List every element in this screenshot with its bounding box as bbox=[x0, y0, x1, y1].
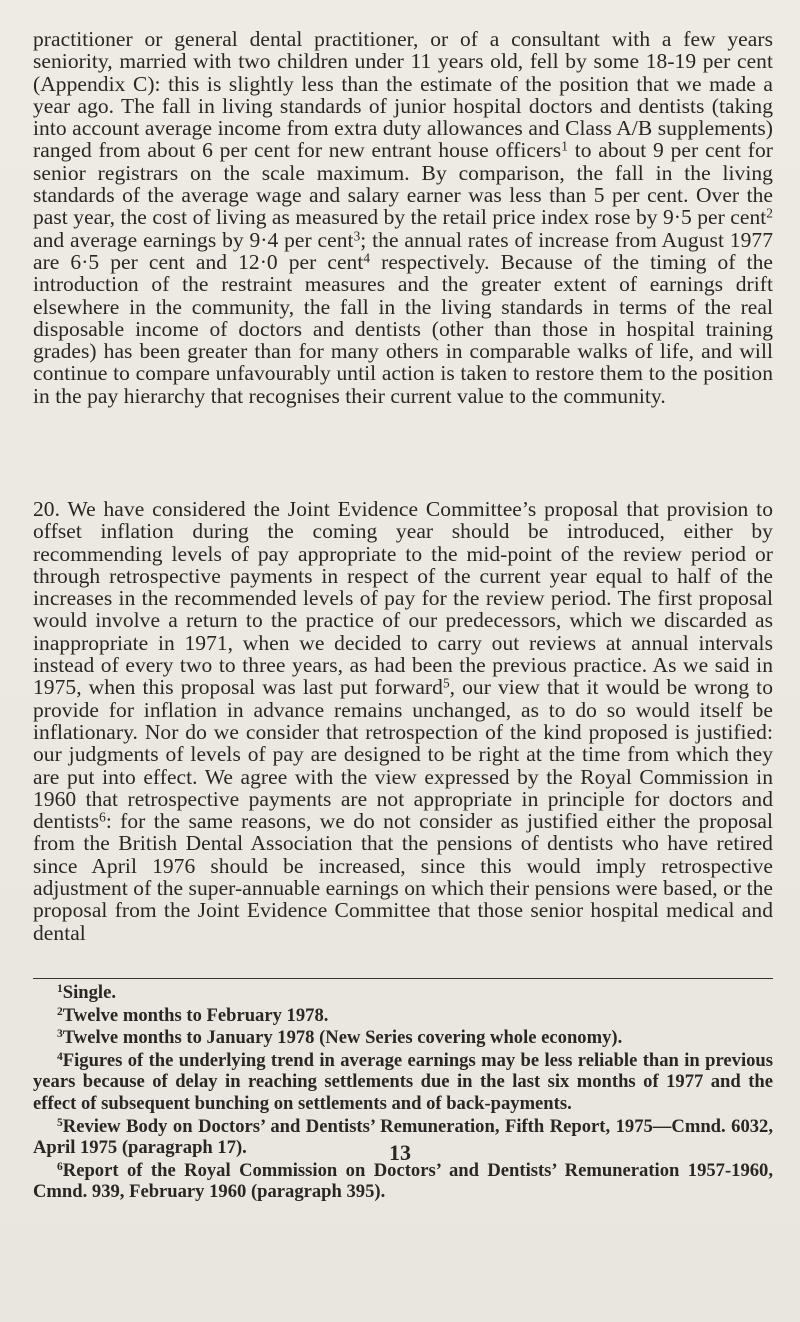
footnote-item bbox=[33, 1005, 773, 1027]
paragraph-text: and average earnings by 9·4 per cent bbox=[33, 227, 354, 252]
footnote-item bbox=[33, 982, 773, 1004]
footnotes-list bbox=[33, 982, 773, 1204]
footnote-text: Report of the Royal Commission on Doctors’ and Dentists’ Remuneration 1957-1960, Cmnd. 939, February 1960 (paragraph 395). bbox=[33, 1159, 773, 1203]
footnote-marker: 3 bbox=[57, 1028, 63, 1041]
footnote-marker: 2 bbox=[57, 1005, 63, 1018]
paragraph-text: 20. We have considered the Joint Evidence Committee’s proposal that provision to offset inflation during the coming year should be introduced, either by recommending levels of pay appropriate to the mid-point of the review period or through retrospective payments in respect of the current year equal to half of the increases in the recommended levels of pay for the review period. The first proposal would involve a return to the practice of our predecessors, which we discarded as inappropriate in 1971, when we decided to carry out reviews at annual intervals instead of every two to three years, as had been the previous practice. As we said in 1975, when this proposal was last put forward bbox=[33, 497, 773, 700]
footnote-text: Twelve months to February 1978. bbox=[62, 1004, 329, 1026]
page-number: 13 bbox=[389, 1140, 411, 1165]
footnote-reference: 3 bbox=[353, 228, 361, 244]
footnote-item bbox=[33, 1027, 773, 1049]
paragraph-text: practitioner or general dental practitioner, or of a consultant with a few years seniority, married with two children under 11 years old, fell by some 18-19 per cent (Appendix C): this is slightly less than the estimate of the position that we made a year ago. The fall in living standards of junior hospital doctors and dentists (taking into account average income from extra duty allowances and Class A/B supplements) ranged from about 6 per cent for new entrant house officers bbox=[33, 27, 773, 163]
footnote-text: Single. bbox=[62, 982, 116, 1003]
footnote-marker: 5 bbox=[57, 1116, 63, 1129]
footnote-divider bbox=[33, 978, 773, 979]
paragraph-text: ; the annual rates of increase from August 1977 are 6·5 per cent and 12·0 per cent bbox=[33, 227, 773, 274]
footnote-marker: 6 bbox=[57, 1160, 63, 1173]
footnote-reference: 4 bbox=[363, 250, 371, 266]
footnote-marker: 4 bbox=[57, 1051, 63, 1064]
paragraph-text: to about 9 per cent for senior registrars on the scale maximum. By comparison, the fall in the living standards of the average wage and salary earner was less than 5 per cent. Over the past year, the cost of living as measured by the retail price index rose by 9·5 per cent bbox=[33, 138, 773, 230]
footnote-reference: 6 bbox=[99, 809, 106, 825]
footnote-item bbox=[33, 1160, 773, 1203]
footnote-reference: 1 bbox=[561, 138, 568, 154]
footnote-reference: 2 bbox=[766, 205, 773, 221]
paragraph-text: , our view that it would be wrong to provide for inflation in advance remains unchanged, as to do so would itself be inflationary. Nor do we consider that retrospection of the kind proposed is justified: our judgments of levels of pay are designed to be right at the time from which they are put into effect. We agree with the view expressed by the Royal Commission in 1960 that retrospective payments are not appropriate in principle for doctors and dentists bbox=[33, 675, 773, 834]
footnote-marker: 1 bbox=[57, 983, 63, 996]
paragraph-1 bbox=[33, 28, 773, 407]
paragraph-text: respectively. Because of the timing of the introduction of the restraint measures and the greater extent of earnings drift elsewhere in the community, the fall in the living standards in terms of the real disposable income of doctors and dentists (other than those in hospital training grades) has been greater than for many others in comparable walks of life, and will continue to compare unfavourably until action is taken to restore them to the position in the pay hierarchy that recognises their current value to the community. bbox=[33, 249, 773, 408]
footnote-reference: 5 bbox=[442, 675, 450, 691]
footnote-text: Twelve months to January 1978 (New Series covering whole economy). bbox=[62, 1027, 623, 1049]
footnote-text: Figures of the underlying trend in average earnings may be less reliable than in previous years because of delay in reaching settlements due in the last six months of 1977 and the effect of subsequent bunching on settlements and of back-payments. bbox=[33, 1049, 773, 1114]
paragraph-text: : for the same reasons, we do not consider as justified either the proposal from the British Dental Association that the pensions of dentists who have retired since April 1976 should be increased, since this would imply retrospective adjustment of the super-annuable earnings on which their pensions were based, or the proposal from the Joint Evidence Committee that those senior hospital medical and dental bbox=[33, 809, 773, 945]
footnote-text: Review Body on Doctors’ and Dentists’ Remuneration, Fifth Report, 1975—Cmnd. 6032, April 1975 (paragraph 17). bbox=[33, 1115, 773, 1159]
footnote-item bbox=[33, 1050, 773, 1115]
paragraph-20 bbox=[33, 498, 773, 944]
